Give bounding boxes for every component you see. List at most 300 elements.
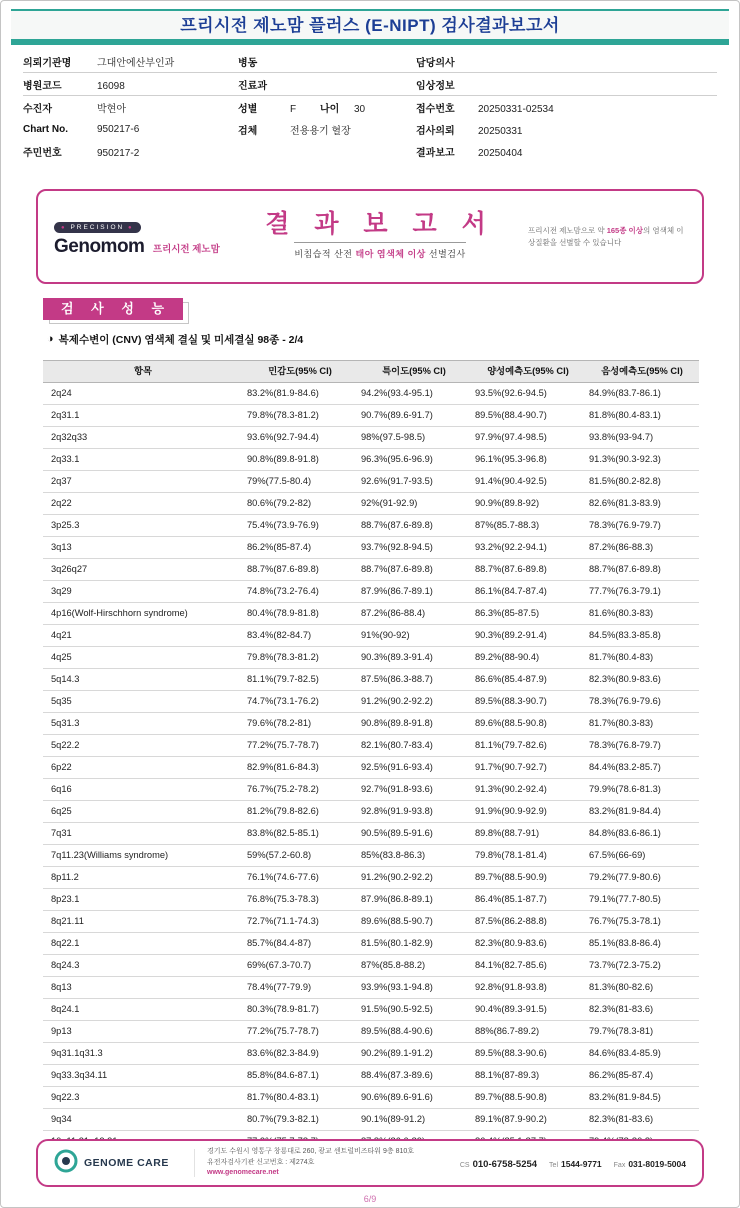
brand-name: Genomom — [54, 235, 145, 257]
cell-specificity: 90.7%(89.6-91.7) — [357, 405, 471, 427]
cnv-subtitle-text: 복제수변이 (CNV) 염색체 결실 및 미세결실 98종 - 2/4 — [58, 334, 304, 347]
cell-npv: 81.7%(80.4-83) — [585, 647, 699, 669]
cell-npv: 93.8%(93-94.7) — [585, 427, 699, 449]
field-org-value: 그대안에산부인과 — [97, 57, 175, 69]
footer-cs-label: CS — [459, 1162, 470, 1169]
cell-npv: 81.3%(80-82.6) — [585, 977, 699, 999]
field-receipt-label: 접수번호 — [416, 103, 455, 115]
cell-sensitivity: 90.8%(89.8-91.8) — [243, 449, 357, 471]
note-highlight: 165종 이상 — [606, 225, 644, 235]
cell-npv: 84.9%(83.7-86.1) — [585, 383, 699, 405]
table-row — [43, 691, 699, 713]
cell-npv: 78.3%(76.9-79.7) — [585, 515, 699, 537]
result-banner-center — [232, 211, 528, 263]
cell-item: 4q21 — [43, 625, 243, 647]
field-report-date-label: 결과보고 — [416, 147, 455, 159]
table-row — [43, 471, 699, 493]
cell-item: 5q14.3 — [43, 669, 243, 691]
cell-sensitivity: 85.8%(84.6-87.1) — [243, 1065, 357, 1087]
cell-ppv: 91.7%(90.7-92.7) — [471, 757, 585, 779]
table-row — [43, 493, 699, 515]
cell-sensitivity: 69%(67.3-70.7) — [243, 955, 357, 977]
field-doctor — [416, 54, 717, 69]
table-row — [43, 1087, 699, 1109]
cell-specificity: 91.2%(90.2-92.2) — [357, 867, 471, 889]
cell-sensitivity: 76.8%(75.3-78.3) — [243, 889, 357, 911]
field-specimen-label: 검체 — [238, 125, 258, 137]
footer-tel-number: 1544-9771 — [561, 1159, 602, 1169]
cell-specificity: 87.9%(86.7-89.1) — [357, 581, 471, 603]
cell-item: 3q26q27 — [43, 559, 243, 581]
cell-specificity: 81.5%(80.1-82.9) — [357, 933, 471, 955]
field-chart-value: 950217-6 — [97, 123, 140, 135]
field-sex-age — [238, 100, 416, 115]
field-sex-label: 성별 — [238, 103, 258, 115]
field-age-label: 나이 — [320, 103, 340, 115]
cell-npv: 87.2%(86-88.3) — [585, 537, 699, 559]
note-part2: 의 염색체 이상질환을 선별할 수 있습니다 — [528, 225, 684, 247]
cell-npv: 67.5%(66-69) — [585, 845, 699, 867]
field-age-value: 30 — [354, 103, 366, 115]
cell-ppv: 86.6%(85.4-87.9) — [471, 669, 585, 691]
cell-sensitivity: 74.8%(73.2-76.4) — [243, 581, 357, 603]
cell-ppv: 96.1%(95.3-96.8) — [471, 449, 585, 471]
footer-cs-number: 010-6758-5254 — [472, 1159, 538, 1170]
cell-npv: 77.7%(76.3-79.1) — [585, 581, 699, 603]
cell-ppv: 93.5%(92.6-94.5) — [471, 383, 585, 405]
cell-specificity: 87.5%(86.3-88.7) — [357, 669, 471, 691]
cell-sensitivity: 78.4%(77-79.9) — [243, 977, 357, 999]
cell-npv: 76.7%(75.3-78.1) — [585, 911, 699, 933]
field-hospital-code-value: 16098 — [97, 80, 125, 92]
table-row — [43, 559, 699, 581]
cell-specificity: 87.9%(86.8-89.1) — [357, 889, 471, 911]
cell-ppv: 82.3%(80.9-83.6) — [471, 933, 585, 955]
result-report-banner — [36, 189, 704, 284]
table-row — [43, 801, 699, 823]
cell-ppv: 89.5%(88.4-90.7) — [471, 405, 585, 427]
patient-info-row-4 — [23, 118, 717, 140]
cell-npv: 91.3%(90.3-92.3) — [585, 449, 699, 471]
table-row — [43, 1021, 699, 1043]
cell-ppv: 91.9%(90.9-92.9) — [471, 801, 585, 823]
header-ppv: 양성예측도(95% CI) — [471, 361, 585, 383]
patient-info-row-2 — [23, 73, 717, 96]
brand-line — [54, 236, 232, 258]
field-ward — [238, 54, 416, 69]
cell-ppv: 90.4%(89.3-91.5) — [471, 999, 585, 1021]
cell-sensitivity: 59%(57.2-60.8) — [243, 845, 357, 867]
cell-sensitivity: 83.8%(82.5-85.1) — [243, 823, 357, 845]
cell-ppv: 86.4%(85.1-87.7) — [471, 889, 585, 911]
cell-npv: 79.2%(77.9-80.6) — [585, 867, 699, 889]
cell-specificity: 93.9%(93.1-94.8) — [357, 977, 471, 999]
field-jumin-value: 950217-2 — [97, 147, 140, 159]
field-org-label: 의뢰기관명 — [23, 57, 72, 69]
field-jumin — [23, 144, 238, 159]
cell-specificity: 85%(83.8-86.3) — [357, 845, 471, 867]
genomecare-logo — [54, 1149, 182, 1178]
precision-badge-label: PRECISION — [70, 223, 125, 231]
cell-item: 9q22.3 — [43, 1087, 243, 1109]
footer-license: 유전자검사기관 신고번호 : 제274호 — [207, 1158, 315, 1166]
field-clinical-label: 임상정보 — [416, 80, 455, 92]
cell-npv: 81.7%(80.3-83) — [585, 713, 699, 735]
cell-item: 4q25 — [43, 647, 243, 669]
cell-item: 4p16(Wolf-Hirschhorn syndrome) — [43, 603, 243, 625]
half-circle-icon: ◑ — [47, 333, 54, 346]
cell-specificity: 92.7%(91.8-93.6) — [357, 779, 471, 801]
cell-item: 2q24 — [43, 383, 243, 405]
footer-divider — [194, 1149, 195, 1177]
patient-info-section — [23, 50, 717, 162]
table-row — [43, 713, 699, 735]
field-specimen-value: 전용용기 혈장 — [290, 125, 351, 137]
field-hospital-code-label: 병원코드 — [23, 80, 62, 92]
footer-fax-number: 031-8019-5004 — [628, 1159, 686, 1169]
field-request-date-label: 검사의뢰 — [416, 125, 455, 137]
cell-item: 9q33.3q34.11 — [43, 1065, 243, 1087]
footer-tel-label: Tel — [549, 1162, 558, 1169]
cell-ppv: 86.1%(84.7-87.4) — [471, 581, 585, 603]
cell-sensitivity: 83.6%(82.3-84.9) — [243, 1043, 357, 1065]
cell-item: 8p11.2 — [43, 867, 243, 889]
cell-item: 7q11.23(Williams syndrome) — [43, 845, 243, 867]
cell-specificity: 87%(85.8-88.2) — [357, 955, 471, 977]
cell-sensitivity: 83.2%(81.9-84.6) — [243, 383, 357, 405]
table-row — [43, 449, 699, 471]
cell-npv: 82.6%(81.3-83.9) — [585, 493, 699, 515]
cell-item: 5q22.2 — [43, 735, 243, 757]
cell-ppv: 89.2%(88-90.4) — [471, 647, 585, 669]
cell-specificity: 90.1%(89-91.2) — [357, 1109, 471, 1131]
header-npv: 음성예측도(95% CI) — [585, 361, 699, 383]
cell-item: 7q31 — [43, 823, 243, 845]
cell-specificity: 88.4%(87.3-89.6) — [357, 1065, 471, 1087]
field-dept — [238, 77, 416, 92]
field-receipt-value: 20250331-02534 — [478, 103, 554, 115]
cnv-subtitle-line — [47, 332, 739, 347]
cell-ppv: 90.9%(89.8-92) — [471, 493, 585, 515]
cell-sensitivity: 86.2%(85-87.4) — [243, 537, 357, 559]
cell-sensitivity: 83.4%(82-84.7) — [243, 625, 357, 647]
cell-npv: 83.2%(81.9-84.5) — [585, 1087, 699, 1109]
subtitle-highlight: 태아 염색체 이상 — [355, 249, 426, 260]
footer-address: 경기도 수원시 영통구 창룡대로 260, 광교 센트럴비즈타워 9층 810호 — [207, 1147, 415, 1155]
field-patient-label: 수진자 — [23, 103, 52, 115]
table-row — [43, 1065, 699, 1087]
cell-item: 2q33.1 — [43, 449, 243, 471]
cell-npv: 81.6%(80.3-83) — [585, 603, 699, 625]
cell-sensitivity: 80.6%(79.2-82) — [243, 493, 357, 515]
cell-ppv: 89.7%(88.5-90.8) — [471, 1087, 585, 1109]
table-row — [43, 515, 699, 537]
cell-item: 2q31.1 — [43, 405, 243, 427]
cell-npv: 82.3%(81-83.6) — [585, 999, 699, 1021]
cell-sensitivity: 80.7%(79.3-82.1) — [243, 1109, 357, 1131]
cell-npv: 78.3%(76.9-79.6) — [585, 691, 699, 713]
subtitle-part2: 선별검사 — [425, 249, 466, 260]
cell-sensitivity: 79%(77.5-80.4) — [243, 471, 357, 493]
cell-sensitivity: 85.7%(84.4-87) — [243, 933, 357, 955]
cell-sensitivity: 93.6%(92.7-94.4) — [243, 427, 357, 449]
cell-ppv: 91.3%(90.2-92.4) — [471, 779, 585, 801]
result-report-title: 결 과 보 고 서 — [265, 209, 495, 238]
table-head — [43, 361, 699, 383]
cell-npv: 84.8%(83.6-86.1) — [585, 823, 699, 845]
footer-tel — [549, 1154, 602, 1172]
result-banner-note — [528, 225, 686, 248]
field-receipt — [416, 100, 717, 115]
badge-dot-right-icon: ● — [128, 224, 134, 231]
table-row — [43, 1109, 699, 1131]
cell-item: 8q24.1 — [43, 999, 243, 1021]
cell-sensitivity: 76.7%(75.2-78.2) — [243, 779, 357, 801]
cell-specificity: 82.1%(80.7-83.4) — [357, 735, 471, 757]
cell-specificity: 91.2%(90.2-92.2) — [357, 691, 471, 713]
table-row — [43, 647, 699, 669]
footer-cs — [460, 1154, 537, 1172]
cell-npv: 83.2%(81.9-84.4) — [585, 801, 699, 823]
cell-npv: 81.8%(80.4-83.1) — [585, 405, 699, 427]
cell-npv: 84.5%(83.3-85.8) — [585, 625, 699, 647]
cell-npv: 73.7%(72.3-75.2) — [585, 955, 699, 977]
table-row — [43, 603, 699, 625]
cell-sensitivity: 79.6%(78.2-81) — [243, 713, 357, 735]
cell-specificity: 89.5%(88.4-90.6) — [357, 1021, 471, 1043]
cell-npv: 78.3%(76.8-79.7) — [585, 735, 699, 757]
field-patient-value: 박현아 — [97, 103, 126, 115]
patient-info-row-1 — [23, 50, 717, 73]
table-row — [43, 911, 699, 933]
genomecare-brand-text: GENOME CARE — [84, 1157, 169, 1169]
section-test-performance — [43, 298, 183, 320]
table-row — [43, 427, 699, 449]
cell-item: 6q16 — [43, 779, 243, 801]
cell-specificity: 88.7%(87.6-89.8) — [357, 559, 471, 581]
footer-website-link[interactable]: www.genomecare.net — [207, 1169, 279, 1177]
cell-item: 6p22 — [43, 757, 243, 779]
footer-fax — [614, 1154, 686, 1172]
table-body — [43, 383, 699, 1153]
badge-dot-left-icon: ● — [61, 224, 67, 231]
table-row — [43, 735, 699, 757]
field-request-date — [416, 122, 717, 137]
table-row — [43, 999, 699, 1021]
cell-specificity: 87.2%(86-88.4) — [357, 603, 471, 625]
table-row — [43, 625, 699, 647]
cell-npv: 79.7%(78.3-81) — [585, 1021, 699, 1043]
footer-address-block — [207, 1147, 448, 1180]
cell-ppv: 90.3%(89.2-91.4) — [471, 625, 585, 647]
field-doctor-label: 담당의사 — [416, 57, 455, 69]
cell-specificity: 90.5%(89.5-91.6) — [357, 823, 471, 845]
genomecare-logo-icon — [54, 1149, 78, 1178]
cell-item: 3q13 — [43, 537, 243, 559]
patient-info-row-5 — [23, 140, 717, 162]
table-row — [43, 537, 699, 559]
cell-sensitivity: 75.4%(73.9-76.9) — [243, 515, 357, 537]
cell-ppv: 87.5%(86.2-88.8) — [471, 911, 585, 933]
cell-item: 8q13 — [43, 977, 243, 999]
precision-badge — [54, 222, 141, 233]
cell-specificity: 96.3%(95.6-96.9) — [357, 449, 471, 471]
field-org — [23, 54, 238, 69]
cell-item: 5q31.3 — [43, 713, 243, 735]
footer — [36, 1139, 704, 1187]
table-row — [43, 383, 699, 405]
cell-npv: 79.9%(78.6-81.3) — [585, 779, 699, 801]
cell-specificity: 91.5%(90.5-92.5) — [357, 999, 471, 1021]
cell-npv: 79.1%(77.7-80.5) — [585, 889, 699, 911]
table-row — [43, 955, 699, 977]
footer-contacts — [460, 1154, 686, 1172]
cell-specificity: 90.3%(89.3-91.4) — [357, 647, 471, 669]
field-request-date-value: 20250331 — [478, 125, 523, 137]
table-row — [43, 867, 699, 889]
cell-item: 8q21.11 — [43, 911, 243, 933]
cell-item: 9p13 — [43, 1021, 243, 1043]
cell-specificity: 92.5%(91.6-93.4) — [357, 757, 471, 779]
cell-ppv: 79.8%(78.1-81.4) — [471, 845, 585, 867]
field-chart — [23, 124, 238, 135]
cell-ppv: 84.1%(82.7-85.6) — [471, 955, 585, 977]
cell-specificity: 92%(91-92.9) — [357, 493, 471, 515]
table-header-row — [43, 361, 699, 383]
cell-sensitivity: 77.2%(75.7-78.7) — [243, 1021, 357, 1043]
patient-info-row-3 — [23, 96, 717, 118]
cell-specificity: 90.6%(89.6-91.6) — [357, 1087, 471, 1109]
header-sensitivity: 민감도(95% CI) — [243, 361, 357, 383]
cell-sensitivity: 74.7%(73.1-76.2) — [243, 691, 357, 713]
table-row — [43, 823, 699, 845]
cell-specificity: 90.2%(89.1-91.2) — [357, 1043, 471, 1065]
cell-item: 3q29 — [43, 581, 243, 603]
cell-sensitivity: 82.9%(81.6-84.3) — [243, 757, 357, 779]
page-number: 6/9 — [363, 1194, 377, 1204]
cell-sensitivity: 81.2%(79.8-82.6) — [243, 801, 357, 823]
field-dept-label: 진료과 — [238, 80, 267, 92]
cell-specificity: 88.7%(87.6-89.8) — [357, 515, 471, 537]
cell-specificity: 90.8%(89.8-91.8) — [357, 713, 471, 735]
cell-item: 6q25 — [43, 801, 243, 823]
cell-ppv: 88%(86.7-89.2) — [471, 1021, 585, 1043]
cell-npv: 85.1%(83.8-86.4) — [585, 933, 699, 955]
cell-npv: 82.3%(80.9-83.6) — [585, 669, 699, 691]
section-header-label: 검 사 성 능 — [43, 298, 183, 320]
cell-ppv: 91.4%(90.4-92.5) — [471, 471, 585, 493]
cell-sensitivity: 72.7%(71.1-74.3) — [243, 911, 357, 933]
cell-specificity: 89.6%(88.5-90.7) — [357, 911, 471, 933]
table-row — [43, 581, 699, 603]
cell-item: 5q35 — [43, 691, 243, 713]
brand-name-korean: 프리시전 제노맘 — [152, 243, 220, 255]
cell-npv: 84.4%(83.2-85.7) — [585, 757, 699, 779]
cell-sensitivity: 77.2%(75.7-78.7) — [243, 735, 357, 757]
cell-sensitivity: 88.7%(87.6-89.8) — [243, 559, 357, 581]
cell-item: 2q22 — [43, 493, 243, 515]
cell-item: 8q24.3 — [43, 955, 243, 977]
cell-ppv: 86.3%(85-87.5) — [471, 603, 585, 625]
table-row — [43, 757, 699, 779]
cell-ppv: 87%(85.7-88.3) — [471, 515, 585, 537]
table-row — [43, 669, 699, 691]
cell-sensitivity: 81.7%(80.4-83.1) — [243, 1087, 357, 1109]
cell-sensitivity: 81.1%(79.7-82.5) — [243, 669, 357, 691]
field-specimen — [238, 122, 416, 137]
note-part1: 프리시전 제노맘으로 약 — [528, 225, 607, 235]
cell-ppv: 89.8%(88.7-91) — [471, 823, 585, 845]
header-specificity: 특이도(95% CI) — [357, 361, 471, 383]
field-sex-value: F — [290, 103, 297, 115]
cell-item: 2q37 — [43, 471, 243, 493]
table-row — [43, 779, 699, 801]
table-row — [43, 889, 699, 911]
cell-ppv: 89.7%(88.5-90.9) — [471, 867, 585, 889]
field-ward-label: 병동 — [238, 57, 258, 69]
cell-ppv: 97.9%(97.4-98.5) — [471, 427, 585, 449]
cell-specificity: 98%(97.5-98.5) — [357, 427, 471, 449]
cell-item: 3p25.3 — [43, 515, 243, 537]
cell-ppv: 93.2%(92.2-94.1) — [471, 537, 585, 559]
cell-sensitivity: 79.8%(78.3-81.2) — [243, 647, 357, 669]
cell-ppv: 89.5%(88.3-90.7) — [471, 691, 585, 713]
cell-sensitivity: 79.8%(78.3-81.2) — [243, 405, 357, 427]
cell-specificity: 94.2%(93.4-95.1) — [357, 383, 471, 405]
cell-sensitivity: 76.1%(74.6-77.6) — [243, 867, 357, 889]
result-report-subtitle — [294, 242, 465, 260]
header-item: 항목 — [43, 361, 243, 383]
cell-ppv: 89.6%(88.5-90.8) — [471, 713, 585, 735]
cell-ppv: 81.1%(79.7-82.6) — [471, 735, 585, 757]
cell-item: 9q31.1q31.3 — [43, 1043, 243, 1065]
cell-item: 8q22.1 — [43, 933, 243, 955]
cell-sensitivity: 80.3%(78.9-81.7) — [243, 999, 357, 1021]
cell-sensitivity: 80.4%(78.9-81.8) — [243, 603, 357, 625]
cell-ppv: 89.1%(87.9-90.2) — [471, 1109, 585, 1131]
footer-fax-label: Fax — [613, 1162, 626, 1169]
cell-npv: 84.6%(83.4-85.9) — [585, 1043, 699, 1065]
cell-npv: 86.2%(85-87.4) — [585, 1065, 699, 1087]
cell-ppv: 92.8%(91.8-93.8) — [471, 977, 585, 999]
field-jumin-label: 주민번호 — [23, 147, 62, 159]
performance-table — [43, 360, 699, 1153]
field-report-date — [416, 144, 717, 159]
cell-specificity: 92.8%(91.9-93.8) — [357, 801, 471, 823]
cell-ppv: 88.1%(87-89.3) — [471, 1065, 585, 1087]
subtitle-part1: 비침습적 산전 — [294, 249, 356, 260]
field-report-date-value: 20250404 — [478, 147, 523, 159]
report-title: 프리시전 제노맘 플러스 (E-NIPT) 검사결과보고서 — [180, 16, 560, 35]
field-patient — [23, 100, 238, 115]
cell-item: 8p23.1 — [43, 889, 243, 911]
cell-npv: 82.3%(81-83.6) — [585, 1109, 699, 1131]
field-hospital-code — [23, 77, 238, 92]
table-row — [43, 405, 699, 427]
table-row — [43, 845, 699, 867]
field-clinical — [416, 77, 717, 92]
report-header — [11, 9, 729, 45]
genomom-logo — [54, 216, 232, 258]
cell-specificity: 92.6%(91.7-93.5) — [357, 471, 471, 493]
field-chart-label: Chart No. — [23, 123, 68, 135]
cell-item: 2q32q33 — [43, 427, 243, 449]
cell-npv: 81.5%(80.2-82.8) — [585, 471, 699, 493]
cell-item: 9q34 — [43, 1109, 243, 1131]
cell-ppv: 88.7%(87.6-89.8) — [471, 559, 585, 581]
table-row — [43, 1043, 699, 1065]
cell-specificity: 91%(90-92) — [357, 625, 471, 647]
